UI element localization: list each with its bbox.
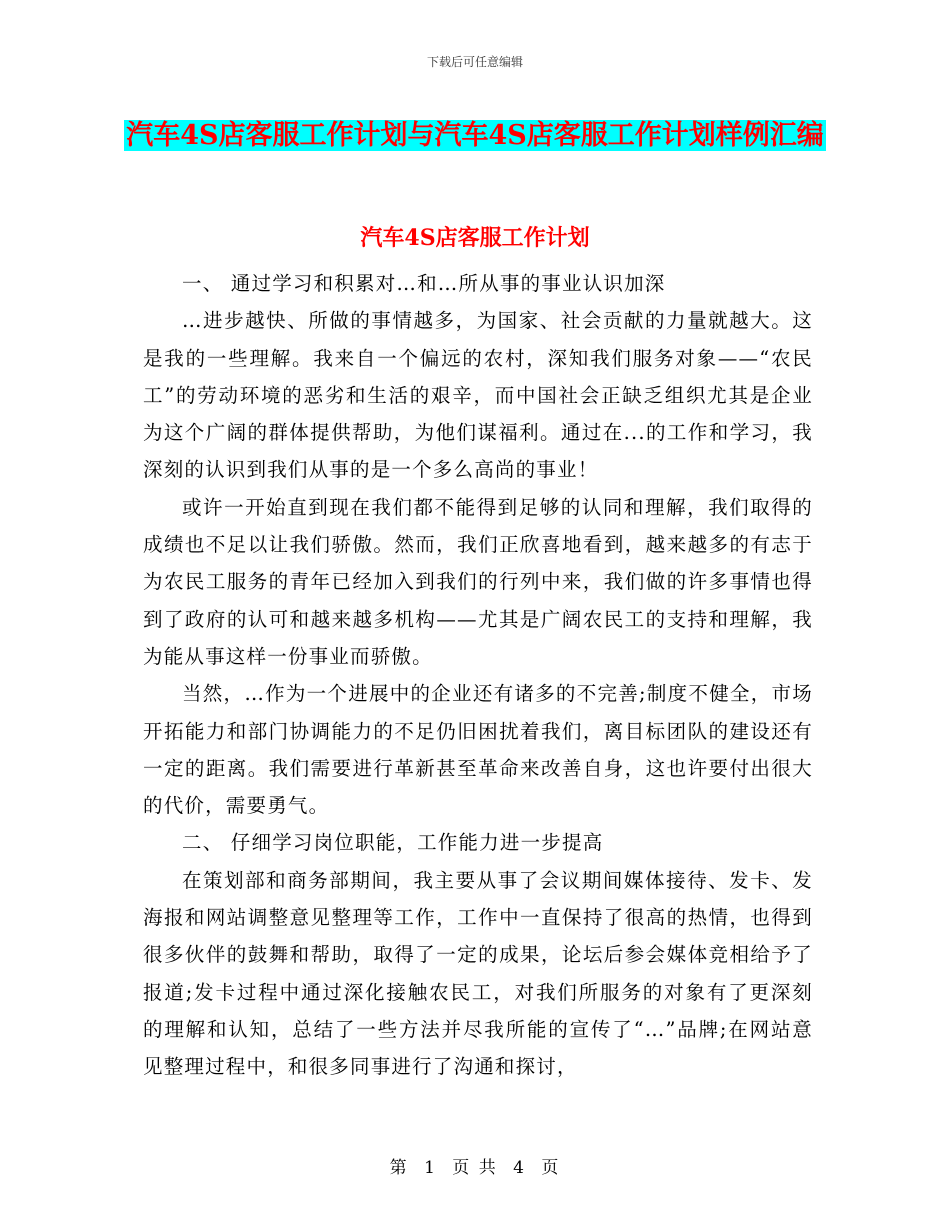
paragraph: 或许一开始直到现在我们都不能得到足够的认同和理解，我们取得的成绩也不足以让我们骄傲。然而，我们正欣喜地看到，越来越多的有志于为农民工服务的青年已经加入到我们的行列中来，我们做的许多事情也得到了政府的认可和越来越多机构——尤其是广阔农民工的支持和理解，我为能从事这样一份事业而骄傲。 xyxy=(143,495,813,668)
paragraph: …进步越快、所做的事情越多，为国家、社会贡献的力量就越大。这是我的一些理解。我来自一个偏远的农村，深知我们服务对象——“农民工”的劳动环境的恶劣和生活的艰辛，而中国社会正缺乏组织尤其是企业为这个广阔的群体提供帮助，为他们谋福利。通过在...的工作和学习，我深刻的认识到我们从事的是一个多么高尚的事业！ xyxy=(143,309,813,482)
document-title-text: 汽车4S店客服工作计划与汽车4S店客服工作计划样例汇编 xyxy=(126,120,824,151)
document-title xyxy=(120,112,830,159)
paragraph-heading-2: 二、 仔细学习岗位职能，工作能力进一步提高 xyxy=(182,831,604,855)
footer-page-number: 1 xyxy=(424,1158,437,1178)
paragraph: 在策划部和商务部期间，我主要从事了会议期间媒体接待、发卡、发海报和网站调整意见整理等工作，工作中一直保持了很高的热情，也得到很多伙伴的鼓舞和帮助，取得了一定的成果，论坛后参会媒体竞相给予了报道;发卡过程中通过深化接触农民工，对我们所服务的对象有了更深刻的理解和认知，总结了一些方法并尽我所能的宣传了“…”品牌;在网站意见整理过程中，和很多同事进行了沟通和探讨， xyxy=(143,868,813,1079)
document-body xyxy=(143,265,813,1086)
section-title: 汽车4S店客服工作计划 xyxy=(360,225,590,251)
page-footer xyxy=(0,1153,950,1178)
header-note: 下载后可任意编辑 xyxy=(426,55,523,69)
footer-middle: 页 共 xyxy=(452,1158,498,1178)
paragraph: 当然，…作为一个进展中的企业还有诸多的不完善;制度不健全，市场开拓能力和部门协调能力的不足仍旧困扰着我们，离目标团队的建设还有一定的距离。我们需要进行革新甚至革命来改善自身，这也许要付出很大的代价，需要勇气。 xyxy=(143,682,813,818)
footer-prefix: 第 xyxy=(389,1158,409,1178)
paragraph-heading-1: 一、 通过学习和积累对…和…所从事的事业认识加深 xyxy=(182,272,666,295)
footer-total-pages: 4 xyxy=(513,1158,526,1178)
footer-suffix: 页 xyxy=(541,1158,561,1178)
